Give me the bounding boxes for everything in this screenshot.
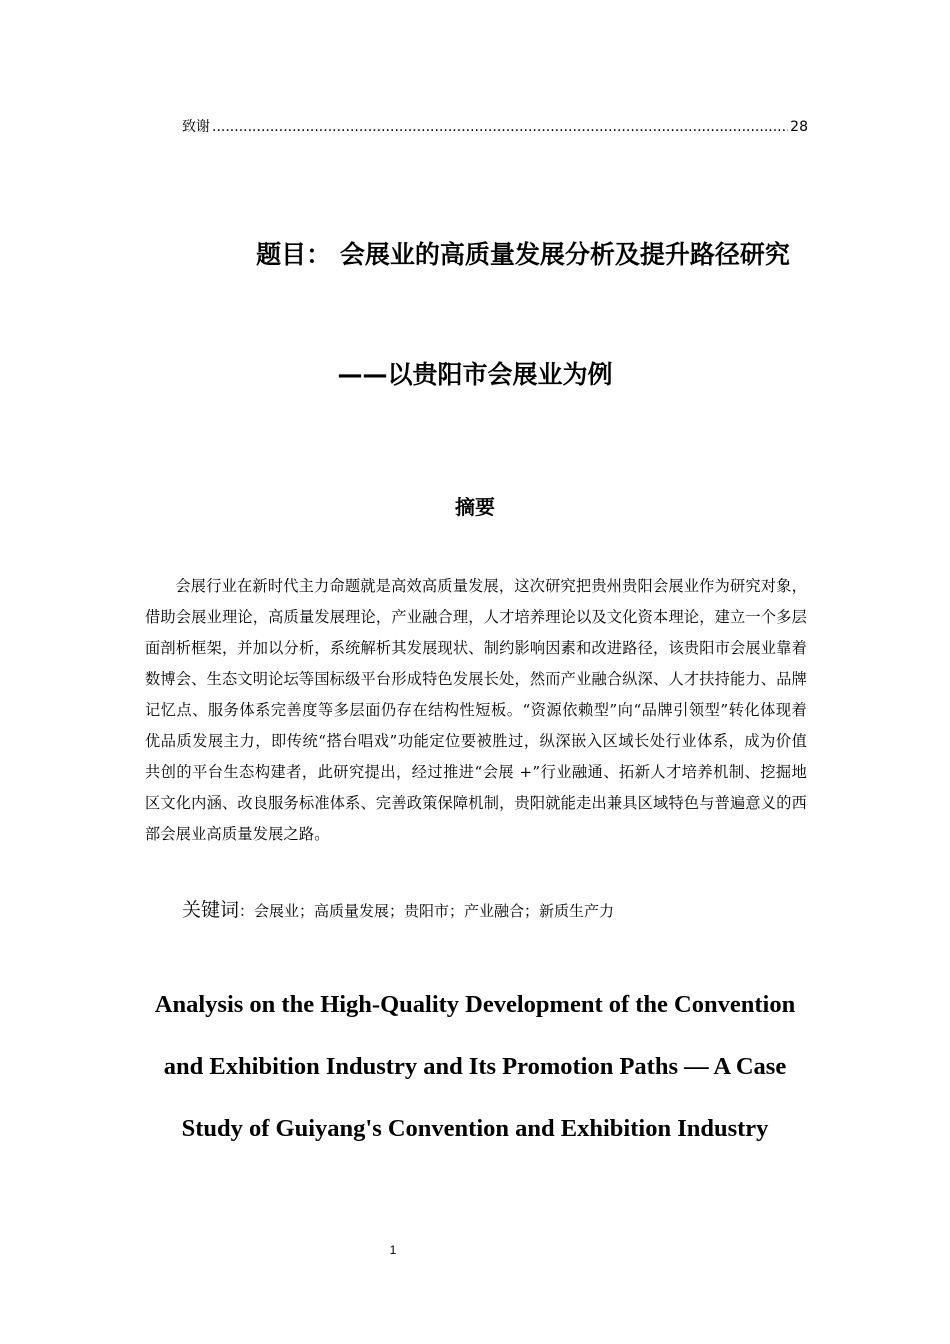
keywords-text: ：会展业；高质量发展；贵阳市；产业融合；新质生产力 bbox=[239, 902, 615, 920]
toc-dot-leader bbox=[212, 117, 788, 137]
toc-entry-page: 28 bbox=[790, 119, 808, 135]
abstract-body: 会展行业在新时代主力命题就是高效高质量发展，这次研究把贵州贵阳会展业作为研究对象，借助会展业理论，高质量发展理论，产业融合理，人才培养理论以及文化资本理论，建立一个多层面剖析框架，并加以分析，系统解析其发展现状、制约影响因素和改进路径，该贵阳市会展业靠着数博会、生态文明论坛等国标级平台形成特色发展长处，然而产业融合纵深、人才扶持能力、品牌记忆点、服务体系完善度等多层面仍存在结构性短板。“资源依赖型”向“品牌引领型”转化体现着优品质发展主力，即传统“搭台唱戏”功能定位要被胜过，纵深嵌入区域长处行业体系，成为价值共创的平台生态构建者，此研究提出，经过推进“会展 +”行业融通、拓新人才培养机制、挖掘地区文化内涵、改良服务标准体系、完善政策保障机制，贵阳就能走出兼具区域特色与普遍意义的西部会展业高质量发展之路。 bbox=[145, 577, 807, 843]
abstract-heading: 摘要 bbox=[455, 495, 495, 519]
page-number: 1 bbox=[389, 1243, 397, 1257]
toc-entry-label: 致谢 bbox=[182, 119, 210, 135]
english-title: Analysis on the High-Quality Development of the Convention and Exhibition Industry and Its Promotion Paths — A Case Study of Guiyang's Convention and Exhibition Industry bbox=[154, 991, 796, 1142]
chinese-subtitle: ——以贵阳市会展业为例 bbox=[337, 360, 613, 389]
keywords-line bbox=[182, 896, 614, 925]
keywords-label: 关键词 bbox=[182, 899, 240, 921]
chinese-title: 题目： 会展业的高质量发展分析及提升路径研究 bbox=[256, 240, 790, 269]
toc-entry bbox=[182, 117, 808, 137]
